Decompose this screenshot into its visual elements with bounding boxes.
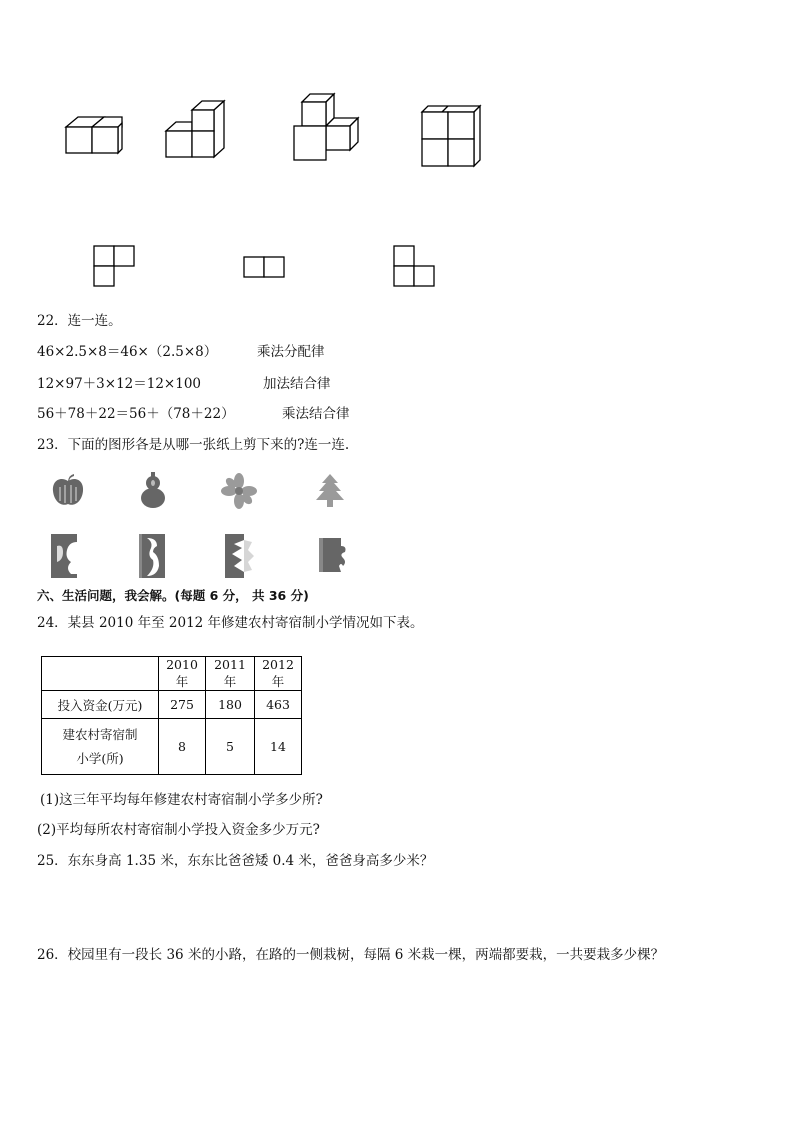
view-figure-3 (392, 244, 438, 288)
q25-text: 25．东东身高 1.35 米，东东比爸爸矮 0.4 米，爸爸身高多少米？ (37, 853, 434, 869)
table-header-2010: 2010 年 (159, 657, 206, 691)
q22-right-2[interactable]: 加法结合律 (263, 376, 331, 392)
flower-shape-icon[interactable] (219, 472, 259, 510)
q24-sub-1: (1)这三年平均每年修建农村寄宿制小学多少所? (40, 792, 323, 808)
section-6-heading: 六、生活问题，我会解。(每题 6 分， 共 36 分) (37, 588, 309, 603)
cube-figure-1 (60, 108, 130, 160)
table-row (42, 719, 302, 775)
row-label-funding: 投入资金(万元) (42, 691, 159, 719)
paper-tree-cut-icon[interactable] (317, 532, 353, 580)
q23-title: 23．下面的图形各是从哪一张纸上剪下来的?连一连. (37, 437, 350, 453)
q22-left-1[interactable]: 46×2.5×8＝46×（2.5×8） (37, 344, 218, 360)
q24-intro: 24．某县 2010 年至 2012 年修建农村寄宿制小学情况如下表。 (37, 615, 424, 631)
q24-table (41, 656, 302, 775)
paper-gourd-cut-icon[interactable] (133, 532, 169, 580)
q26-text: 26．校园里有一段长 36 米的小路，在路的一侧栽树，每隔 6 米栽一棵，两端都要栽，一共要栽多少棵？ (37, 947, 665, 963)
q24-sub-2: (2)平均每所农村寄宿制小学投入资金多少万元? (37, 822, 320, 838)
table-header-2012: 2012 年 (255, 657, 302, 691)
table-row (42, 657, 302, 691)
table-row (42, 691, 302, 719)
gourd-shape-icon[interactable] (136, 471, 170, 511)
tree-shape-icon[interactable] (313, 473, 347, 509)
paper-apple-cut-icon[interactable] (49, 532, 85, 580)
view-figure-1 (92, 244, 138, 288)
q22-left-2[interactable]: 12×97＋3×12＝12×100 (37, 376, 202, 392)
cube-figure-4 (418, 104, 488, 170)
q22-left-3[interactable]: 56＋78＋22＝56＋（78＋22） (37, 406, 235, 422)
table-cell: 180 (206, 691, 255, 719)
table-cell: 14 (255, 719, 302, 775)
cube-figure-3 (288, 92, 366, 166)
apple-shape-icon[interactable] (50, 473, 86, 509)
q22-right-3[interactable]: 乘法结合律 (282, 406, 350, 422)
table-header-2011: 2011 年 (206, 657, 255, 691)
table-header-empty (42, 657, 159, 691)
table-cell: 8 (159, 719, 206, 775)
table-cell: 275 (159, 691, 206, 719)
table-cell: 463 (255, 691, 302, 719)
row-label-schools-line-2: 小学(所) (76, 750, 124, 766)
cube-figure-2 (162, 98, 232, 162)
table-cell: 5 (206, 719, 255, 775)
row-label-schools-line-1: 建农村寄宿制 (62, 726, 138, 742)
row-label-schools (42, 719, 159, 775)
view-figure-2 (242, 256, 288, 280)
q22-title: 22．连一连。 (37, 313, 122, 329)
paper-flower-cut-icon[interactable] (222, 532, 258, 580)
q22-right-1[interactable]: 乘法分配律 (257, 344, 325, 360)
